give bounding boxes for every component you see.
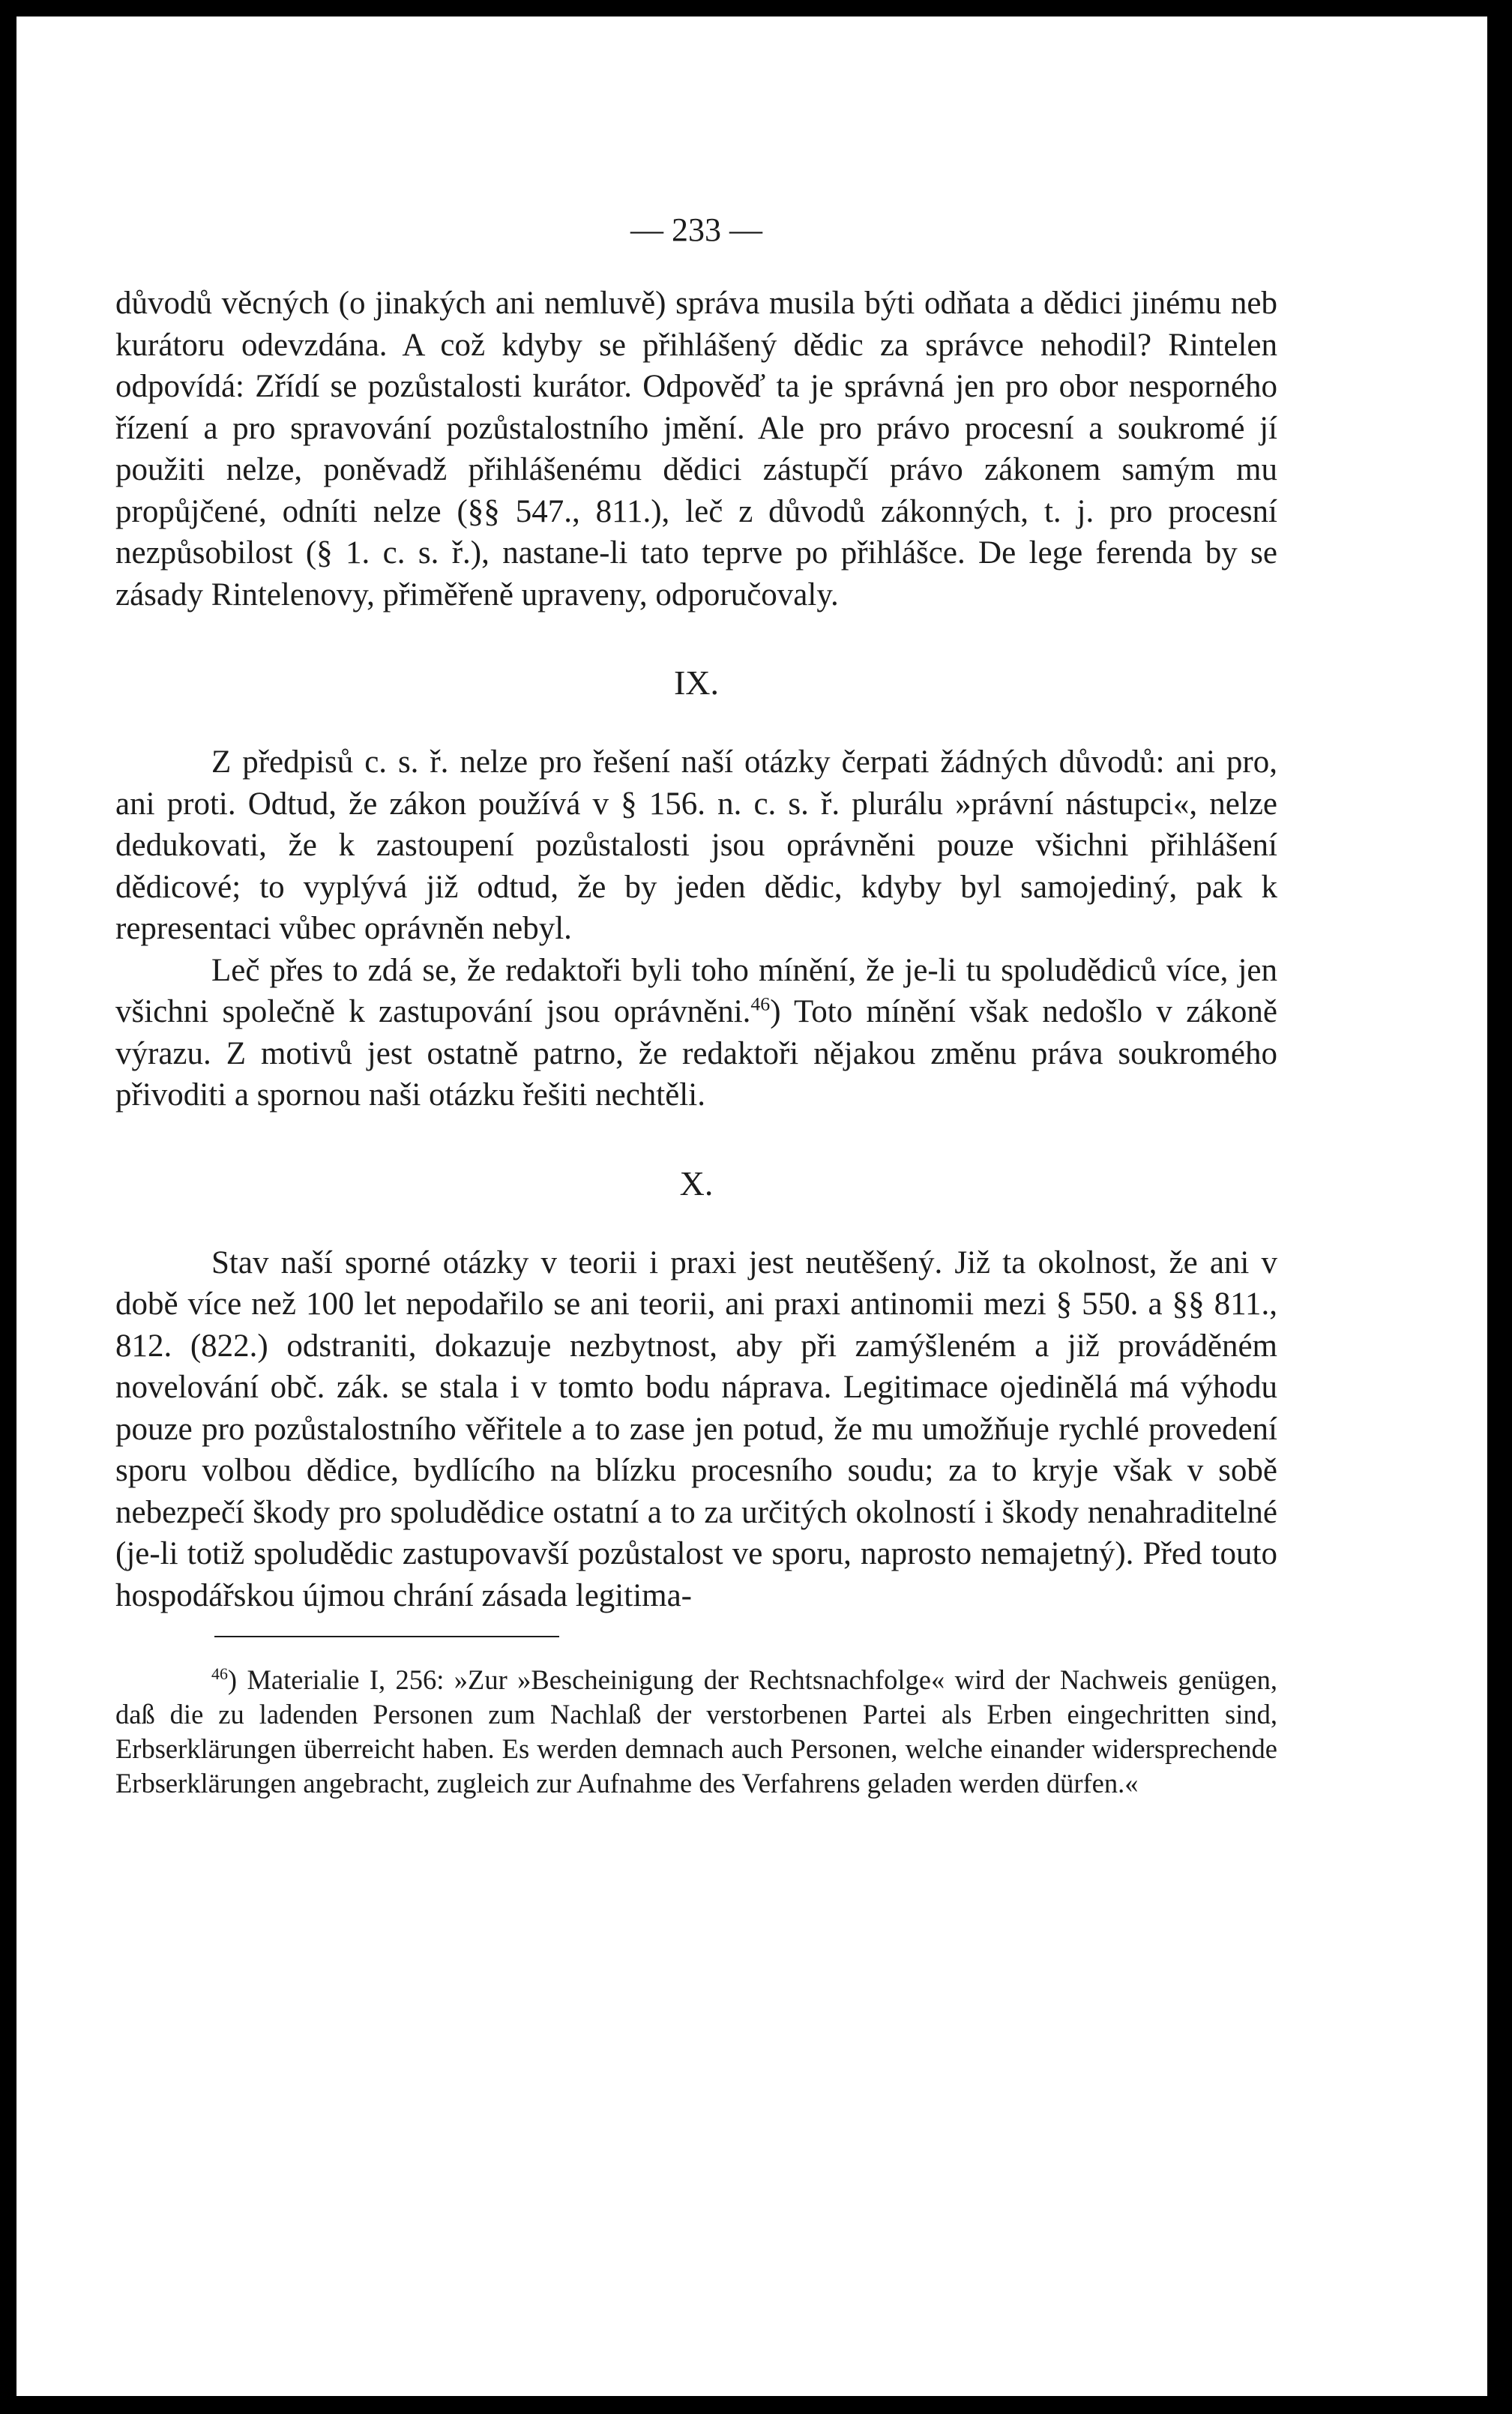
- page-number: — 233 —: [630, 211, 762, 248]
- section-heading-ix: IX.: [673, 663, 720, 702]
- section-ix-paragraph-1: Z předpisů c. s. ř. nelze pro řešení naší otázky čerpati žádných důvodů: ani pro, ani proti. Odtud, že zákon používá v § 156. n. c. s. ř. plurálu »právní nástupci«, nelze dedukovati, že k zastoupení pozůstalosti jsou oprávněni pouze všichni přihlášení dědicové; to vyplývá již odtud, že by jeden dědic, kdyby byl samojediný, pak k representaci vůbec oprávněn nebyl.: [115, 744, 1277, 946]
- footnote-divider: [214, 1636, 559, 1637]
- paragraph-continued: důvodů věcných (o jinakých ani nemluvě) správa musila býti odňata a dědici jinému neb kurátoru odevzdána. A což kdyby se přihlášený dědic za správce nehodil? Rintelen odpovídá: Zřídí se pozůstalosti kurátor. Odpověď ta je správná jen pro obor nesporného řízení a pro spravování pozůstalostního jmění. Ale pro právo procesní a soukromé jí použiti nelze, poněvadž přihlášenému dědici zástupčí právo zákonem samým mu propůjčené, odníti nelze (§§ 547., 811.), leč z důvodů zákonných, t. j. pro procesní nezpůsobilost (§ 1. c. s. ř.), nastane-li tato teprve po přihlášce. De lege ferenda by se zásady Rintelenovy, přiměřeně upraveny, odporučovaly.: [115, 286, 1277, 612]
- footnote-reference: 46: [750, 993, 771, 1015]
- section-heading-x: X.: [679, 1164, 714, 1203]
- section-x-paragraph-1: Stav naší sporné otázky v teorii i praxi jest neutěšený. Již ta okolnost, že ani v době více než 100 let nepodařilo se ani teorii, ani praxi antinomii mezi § 550. a §§ 811., 812. (822.) odstraniti, dokazuje nezbytnost, aby při zamýšleném a již prováděném novelování obč. zák. se stala i v tomto bodu náprava. Legitimace ojedinělá má výhodu pouze pro pozůstalostního věřitele a to zase jen potud, že mu umožňuje rychlé provedení sporu volbou dědice, bydlícího na blízku procesního soudu; za to kryje však v sobě nebezpečí škody pro spoludědice ostatní a to za určitých okolností i škody nenahraditelné (je-li totiž spoludědic zastupovavší pozůstalost ve sporu, naprosto nemajetný). Před touto hospodářskou újmou chrání zásada legitima-: [115, 1244, 1277, 1613]
- footnote-body: ) Materialie I, 256: »Zur »Bescheinigung der Rechtsnachfolge« wird der Nachweis genügen, daß die zu ladenden Personen zum Nachlaß der verstorbenen Partei als Erben eingechritten sind, Erbserklärungen überreicht haben. Es werden demnach auch Personen, welche einander widersprechende Erbserklärungen angebracht, zugleich zur Aufnahme des Verfahrens geladen werden dürfen.«: [115, 1664, 1277, 1799]
- section-ix-paragraph-2: [115, 950, 1277, 1116]
- book-page: [16, 16, 1487, 2396]
- footnote-mark: 46: [211, 1664, 228, 1683]
- footnote: [115, 1663, 1277, 1801]
- page-content: [115, 208, 1277, 1801]
- section-ix-paragraph-2-text-a: Leč přes to zdá se, že redaktoři byli toho mínění, že je-li tu spoludědiců více, jen všichni společně k zastupování jsou oprávněni.: [115, 952, 1277, 1029]
- footnote-text: [115, 1663, 1277, 1801]
- section-ix-paragraph-2-text-b: ) Toto mínění však nedošlo v zákoně výrazu. Z motivů jest ostatně patrno, že redaktoři nějakou změnu práva soukromého přivoditi a spornou naši otázku řešiti nechtěli.: [115, 994, 1277, 1113]
